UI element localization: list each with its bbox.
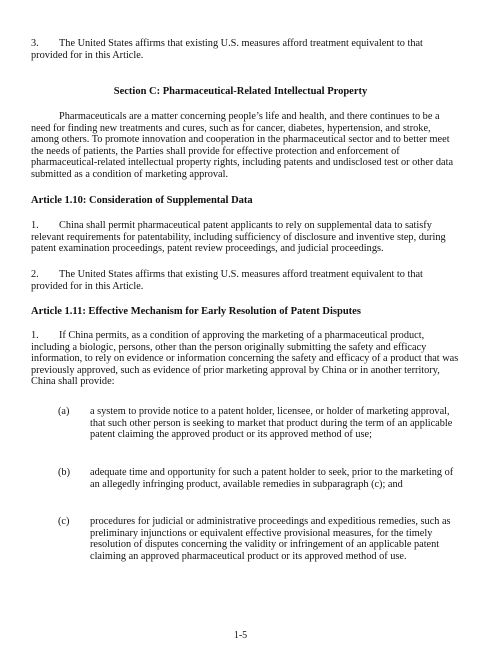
section-intro-paragraph: Pharmaceuticals are a matter concerning people’s life and health, and there continues to be a need for finding new treatments and cures, such as for cancer, diabetes, hypertension, and stroke, among others. To promote innovation and cooperation in the pharmaceutical sector and to better meet the needs of patients, the Parties shall provide for effective protection and enforcement of pharmaceutical-related intellectual property rights, including patents and undisclosed test or other data submitted as a condition of marketing approval.: [31, 111, 454, 180]
subparagraph-text: a system to provide notice to a patent holder, licensee, or holder of marketing approval, that such other person is seeking to market that product during the term of an applicable patent claiming the approved product or its approved method of use;: [90, 406, 453, 441]
paragraph-text: China shall permit pharmaceutical patent applicants to rely on supplemental data to satisfy relevant requirements for patentability, including sufficiency of disclosure and inventive step, during patent examination proceedings, patent review proceedings, and judicial proceedings.: [31, 220, 446, 255]
article-1-10-heading: Article 1.10: Consideration of Supplemental Data: [31, 195, 253, 206]
paragraph-number: 2.: [31, 269, 39, 280]
article-1-11-paragraph-1: [31, 330, 459, 388]
subparagraph-text: procedures for judicial or administrative proceedings and expeditious remedies, such as preliminary injunctions or equivalent effective provisional measures, for the timely resolution of disputes concerning the validity or infringement of an applicable patent claiming an approved pharmaceutical product or its approved method of use.: [90, 516, 451, 562]
subparagraph-label: (c): [58, 516, 70, 527]
paragraph-text: The United States affirms that existing U.S. measures afford treatment equivalent to that provided for in this Article.: [31, 38, 423, 61]
article-1-10-paragraph-2: [31, 269, 459, 292]
paragraph-text: If China permits, as a condition of approving the marketing of a pharmaceutical product, including a biologic, persons, other than the person originally submitting the safety and efficacy information, to rely on evidence or information concerning the safety and efficacy of a product that was previously approved, such as evidence of prior marketing approval by China or in another territory, China shall provide:: [31, 330, 459, 388]
paragraph-number: 1.: [31, 330, 39, 341]
paragraph-number: 3.: [31, 38, 39, 49]
subparagraph-text: adequate time and opportunity for such a patent holder to seek, prior to the marketing of an allegedly infringing product, available remedies in subparagraph (c); and: [90, 467, 454, 490]
paragraph-3: [31, 38, 459, 61]
subparagraph-label: (b): [58, 467, 71, 478]
subparagraph-label: (a): [58, 406, 70, 417]
paragraph-number: 1.: [31, 220, 39, 231]
article-1-10-paragraph-1: [31, 220, 459, 255]
section-heading: Section C: Pharmaceutical-Related Intellectual Property: [113, 86, 368, 97]
page-number: 1-5: [233, 630, 248, 641]
paragraph-text: The United States affirms that existing U.S. measures afford treatment equivalent to that provided for in this Article.: [31, 269, 423, 292]
article-1-11-heading: Article 1.11: Effective Mechanism for Early Resolution of Patent Disputes: [31, 306, 361, 317]
